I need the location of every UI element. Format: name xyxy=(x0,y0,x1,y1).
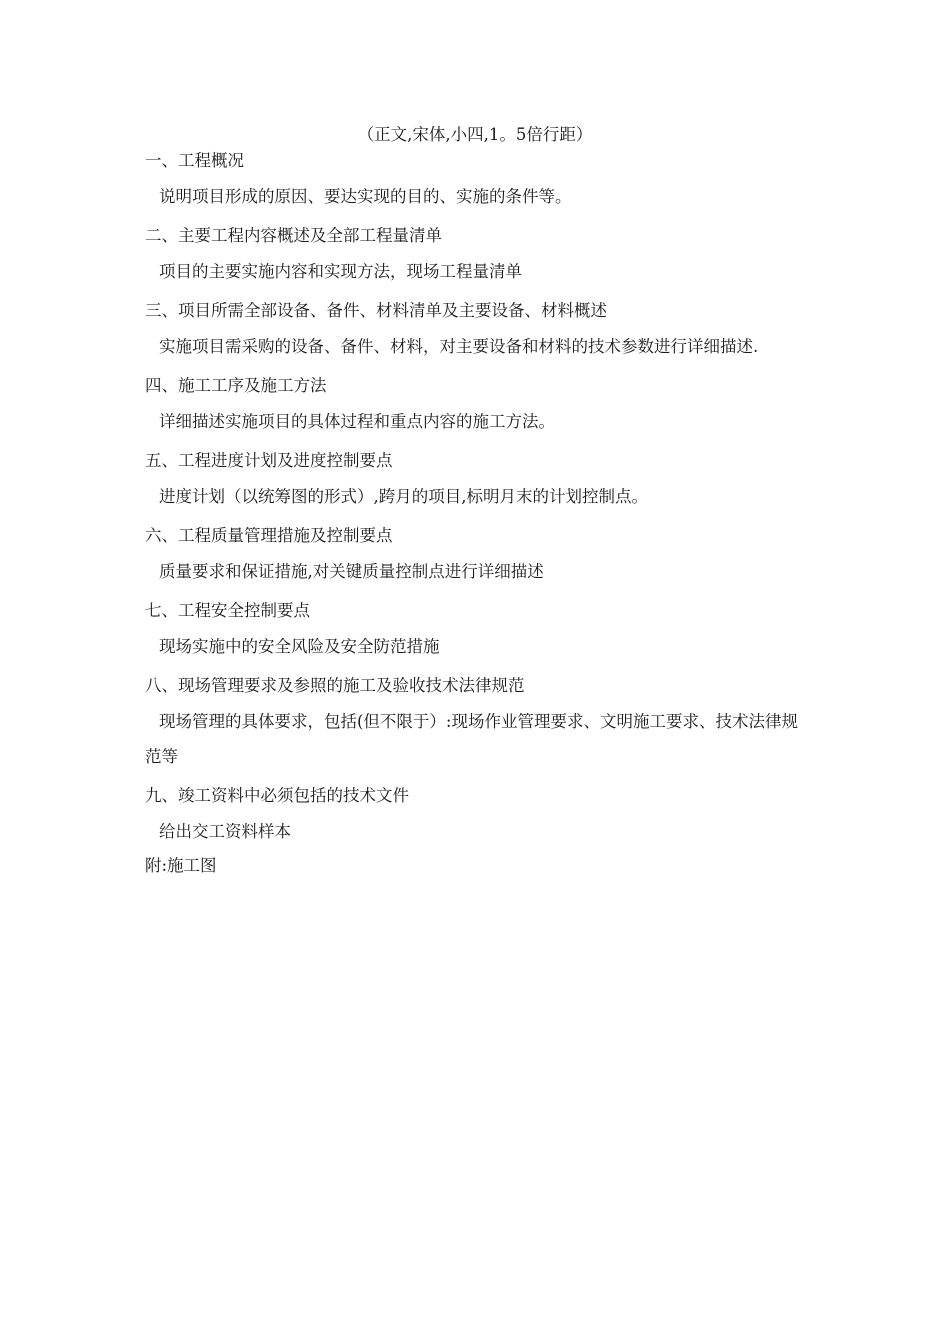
section-heading-4: 四、施工工序及施工方法 xyxy=(145,376,327,395)
section-heading-1: 一、工程概况 xyxy=(145,151,244,170)
section-heading-3: 三、项目所需全部设备、备件、材料清单及主要设备、材料概述 xyxy=(145,301,607,320)
document-body xyxy=(145,148,807,879)
section-description-9: 给出交工资料样本 xyxy=(159,822,291,841)
section-description-1: 说明项目形成的原因、要达实现的目的、实施的条件等。 xyxy=(159,187,572,206)
appendix-note: 附:施工图 xyxy=(145,856,217,875)
section-description-5: 进度计划（以统筹图的形式）,跨月的项目,标明月末的计划控制点。 xyxy=(159,487,648,506)
section-heading-2: 二、主要工程内容概述及全部工程量清单 xyxy=(145,226,442,245)
section-description-8: 现场管理的具体要求，包括(但不限于）:现场作业管理要求、文明施工要求、技术法律规范等 xyxy=(145,712,798,766)
section-heading-7: 七、工程安全控制要点 xyxy=(145,601,310,620)
section-heading-8: 八、现场管理要求及参照的施工及验收技术法律规范 xyxy=(145,676,525,695)
section-heading-5: 五、工程进度计划及进度控制要点 xyxy=(145,451,393,470)
section-description-4: 详细描述实施项目的具体过程和重点内容的施工方法。 xyxy=(159,412,555,431)
section-description-3: 实施项目需采购的设备、备件、材料，对主要设备和材料的技术参数进行详细描述. xyxy=(159,337,759,356)
section-description-2: 项目的主要实施内容和实现方法，现场工程量清单 xyxy=(159,262,522,281)
format-note: （正文,宋体,小四,1。5倍行距） xyxy=(357,125,593,144)
section-heading-6: 六、工程质量管理措施及控制要点 xyxy=(145,526,393,545)
section-heading-9: 九、竣工资料中必须包括的技术文件 xyxy=(145,786,409,805)
section-description-7: 现场实施中的安全风险及安全防范措施 xyxy=(159,637,440,656)
section-description-6: 质量要求和保证措施,对关键质量控制点进行详细描述 xyxy=(159,562,544,581)
